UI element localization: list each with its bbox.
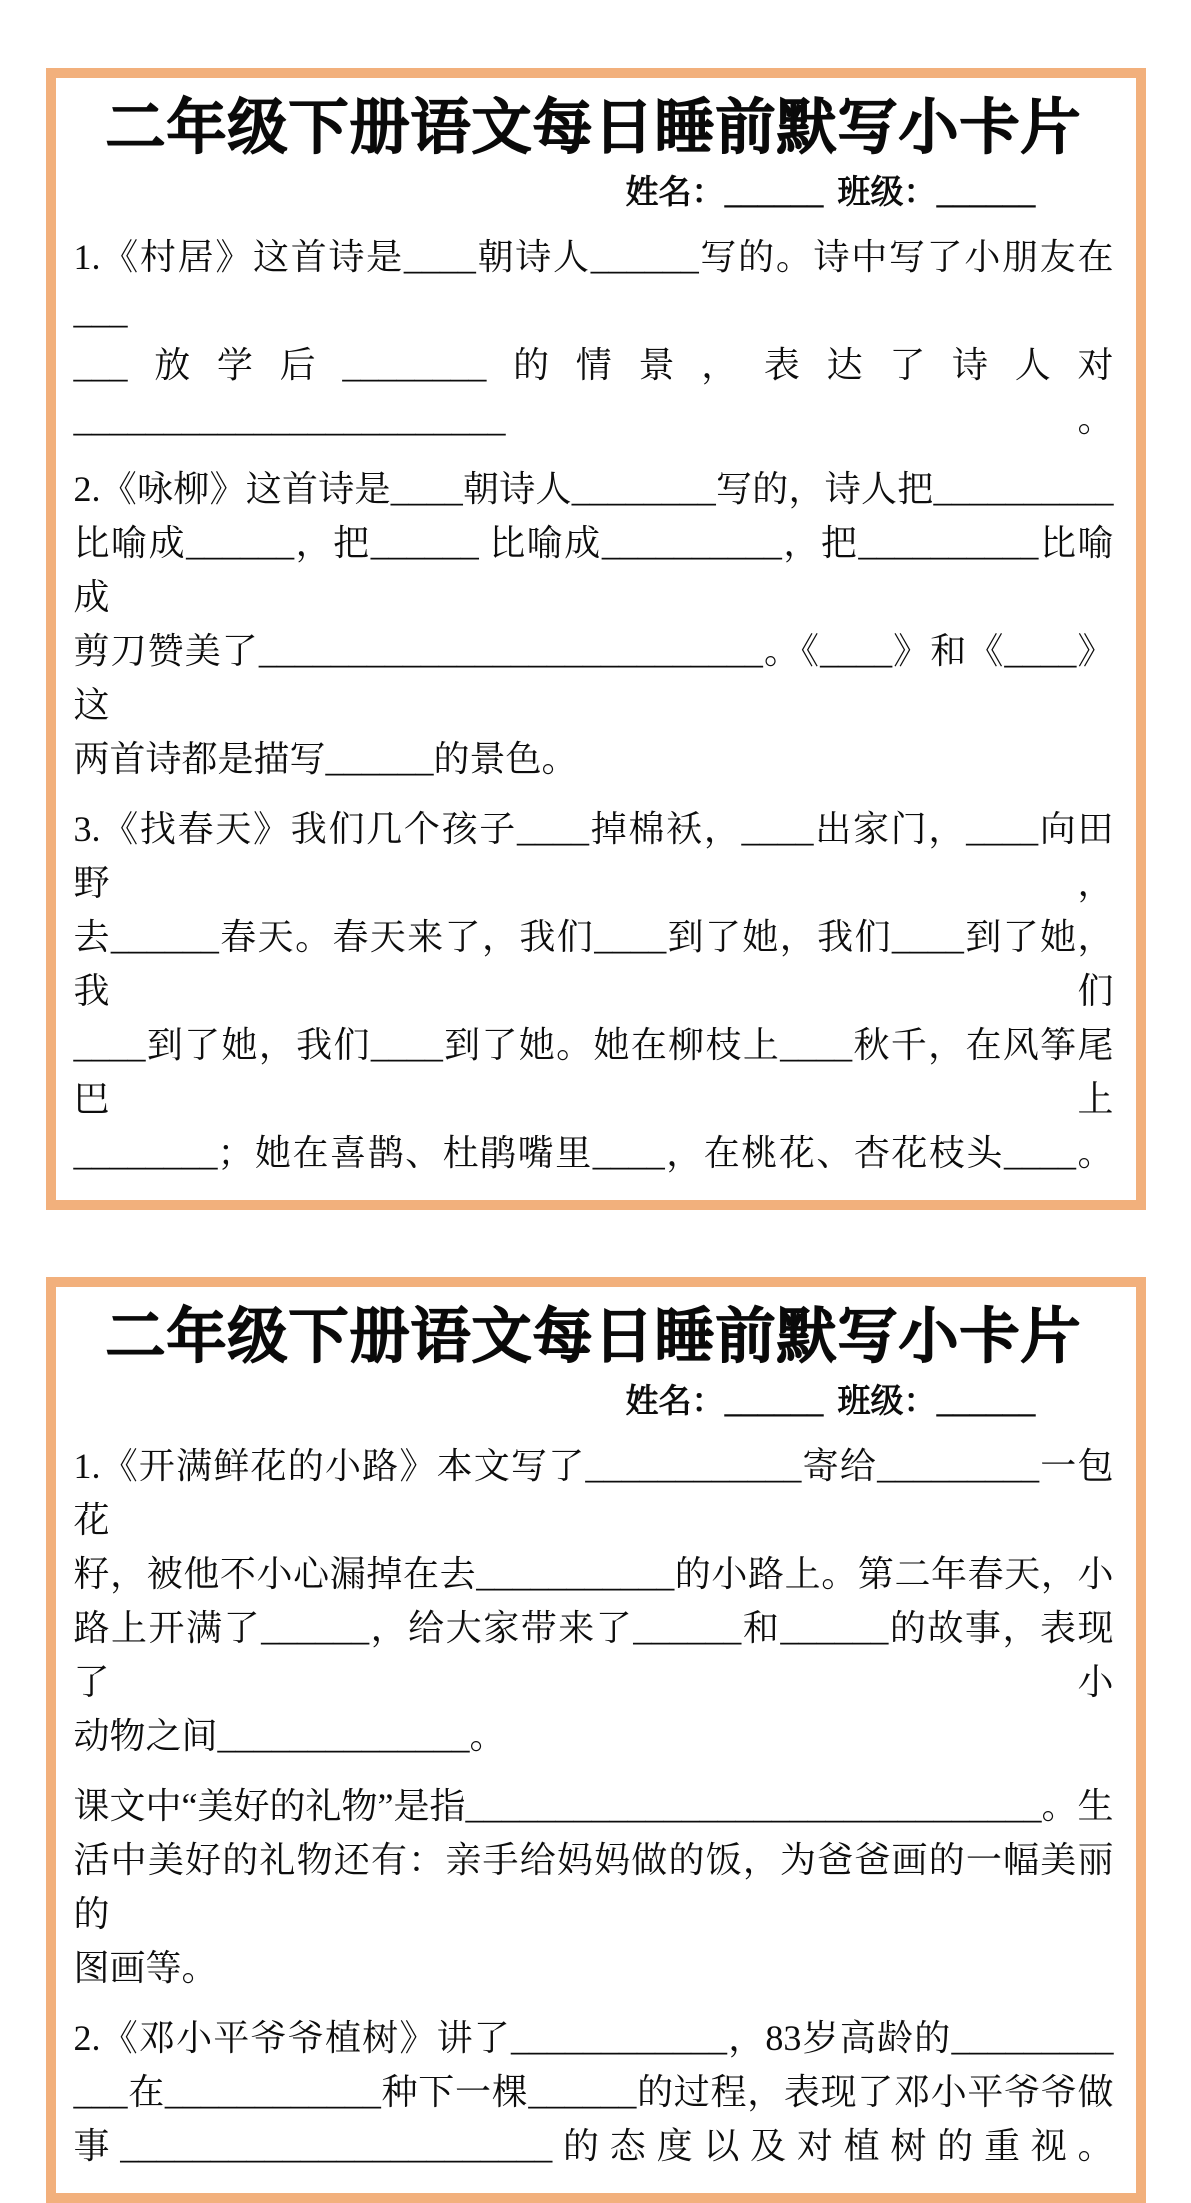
question-line: 3.《找春天》我们几个孩子____掉棉袄，____出家门，____向田野，: [73, 809, 1114, 904]
name-class-row: [74, 1379, 1114, 1425]
name-label: 姓名：: [625, 1384, 725, 1421]
question-followup-meihaoliwu: [74, 1779, 1114, 1995]
question-3-zhaochuntian: [74, 802, 1114, 1180]
question-line: 比喻成______，把______ 比喻成__________，把__________比喻成: [73, 523, 1114, 618]
question-line: 课文中“美好的礼物”是指________________________________。生: [73, 1786, 1114, 1827]
question-line: 事________________________的态度以及对植树的重视。: [73, 2126, 1114, 2167]
question-line: 路上开满了______，给大家带来了______和______的故事，表现了小: [73, 1608, 1114, 1703]
class-label: 班级：: [837, 175, 937, 211]
question-line: 1.《开满鲜花的小路》本文写了____________寄给_________一包花: [73, 1446, 1114, 1541]
questions-section: [74, 230, 1114, 1180]
question-line: ________；她在喜鹊、杜鹃嘴里____，在桃花、杏花枝头____。: [73, 1133, 1114, 1174]
question-line: 活中美好的礼物还有：亲手给妈妈做的饭，为爸爸画的一幅美丽的: [73, 1840, 1114, 1935]
question-line: 动物之间______________。: [73, 1716, 506, 1757]
question-line: 籽，被他不小心漏掉在去___________的小路上。第二年春天，小: [73, 1554, 1114, 1595]
question-1-cunju: [74, 230, 1114, 446]
question-line: 去______春天。春天来了，我们____到了她，我们____到了她，我们: [73, 917, 1114, 1012]
name-label: 姓名：: [625, 175, 725, 211]
question-line: 剪刀赞美了____________________________。《____》和《____》这: [73, 631, 1114, 726]
question-line: ___放学后________的情景，表达了诗人对________________________。: [73, 345, 1114, 440]
question-line: 2.《咏柳》这首诗是____朝诗人________写的，诗人把__________: [73, 469, 1114, 510]
class-blank-line: ______: [936, 175, 1036, 211]
question-line: 两首诗都是描写______的景色。: [73, 739, 578, 780]
question-line: ____到了她，我们____到了她。她在柳枝上____秋千，在风筝尾巴上: [73, 1025, 1114, 1120]
dictation-card-1: [46, 68, 1146, 1210]
class-label: 班级：: [837, 1384, 937, 1421]
name-class-row: [74, 170, 1114, 216]
questions-section: [74, 1439, 1114, 2173]
question-1-kaimanxianhua: [74, 1439, 1114, 1763]
question-2-yongliu: [74, 462, 1114, 786]
question-line: 图画等。: [73, 1948, 218, 1989]
question-line: 2.《邓小平爷爷植树》讲了____________，83岁高龄的_________: [73, 2018, 1114, 2059]
question-line: ___在____________种下一棵______的过程，表现了邓小平爷爷做: [73, 2072, 1114, 2113]
class-blank-line: ______: [936, 1384, 1036, 1421]
card-title: 二年级下册语文每日睡前默写小卡片: [105, 1303, 1082, 1371]
dictation-card-2: [46, 1277, 1146, 2203]
name-blank-line: ______: [724, 1384, 824, 1421]
name-blank-line: ______: [724, 175, 824, 211]
question-2-dengxiaoping: [74, 2011, 1114, 2173]
question-line: 1.《村居》这首诗是____朝诗人______写的。诗中写了小朋友在___: [73, 237, 1114, 332]
card-title: 二年级下册语文每日睡前默写小卡片: [105, 94, 1082, 161]
